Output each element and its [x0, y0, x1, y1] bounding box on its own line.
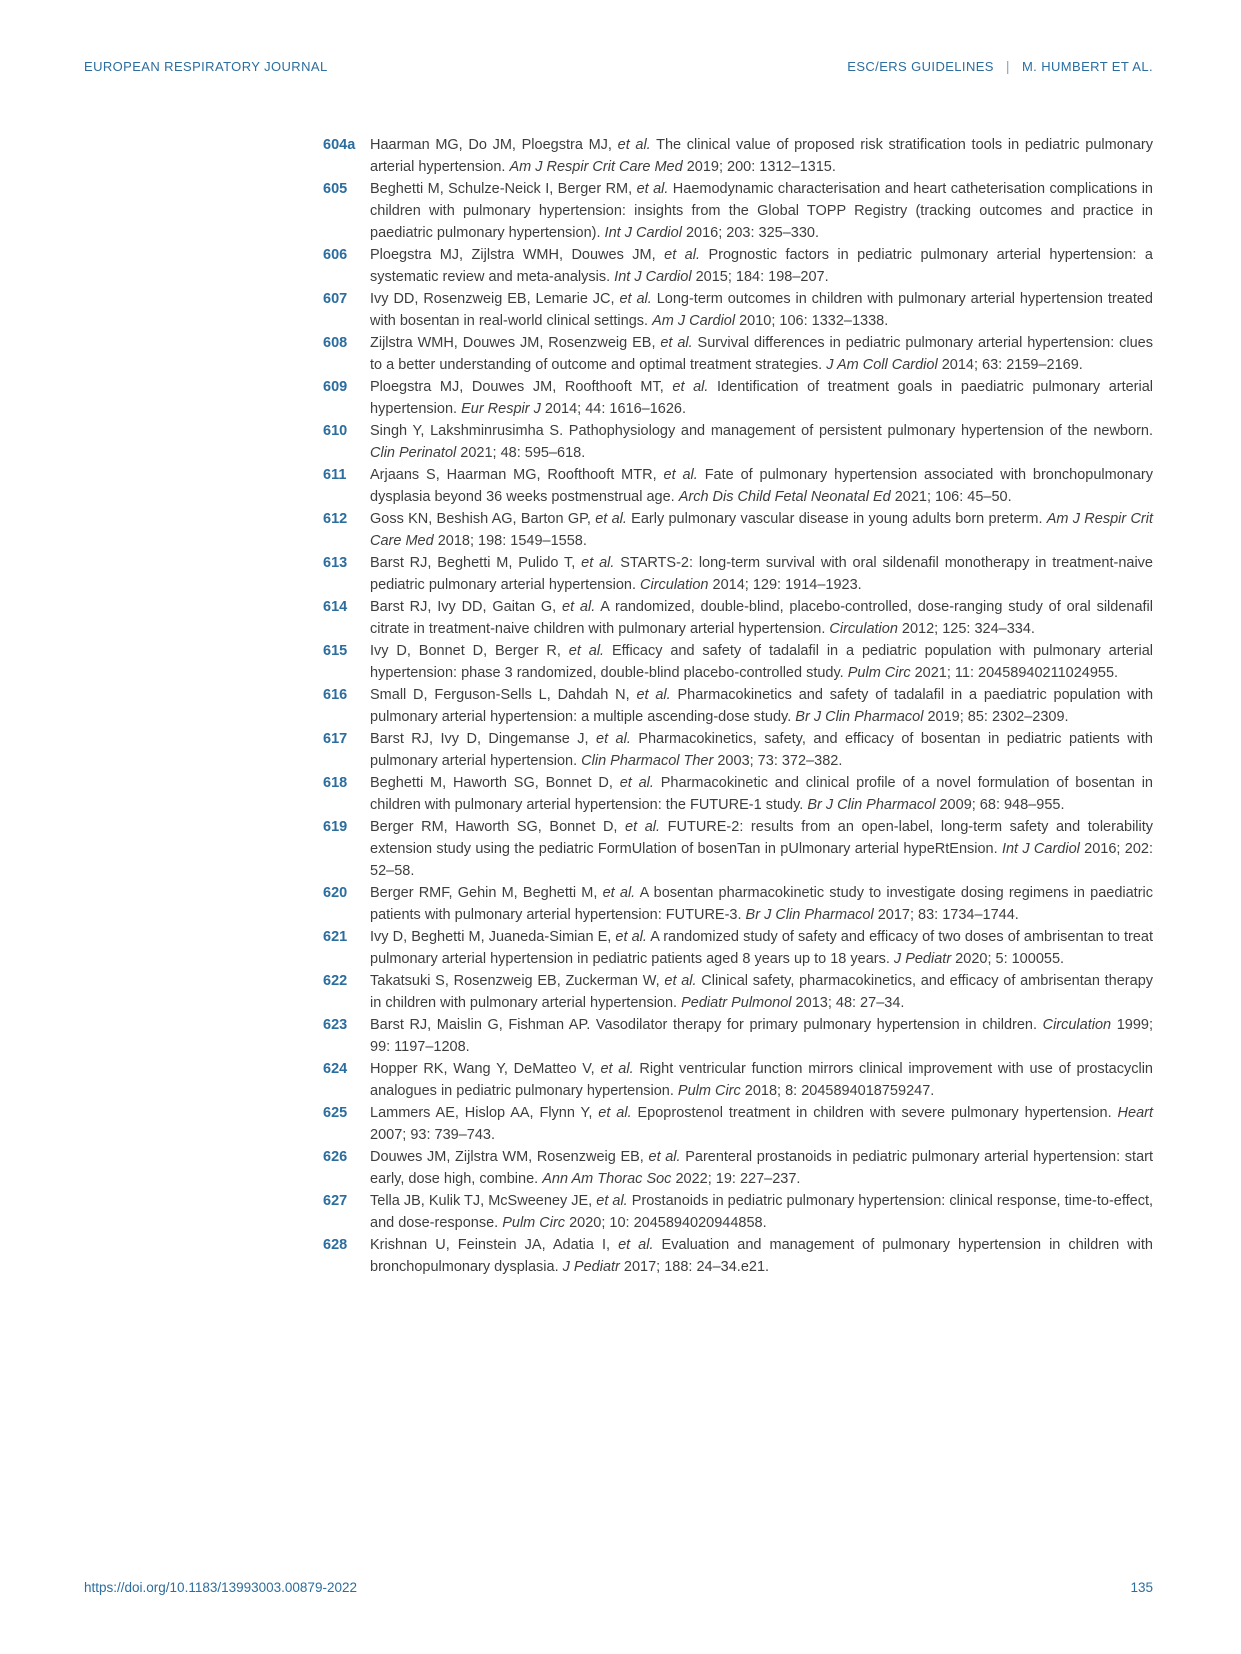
reference-text: Beghetti M, Schulze-Neick I, Berger RM, et al. Haemodynamic characterisation and heart catheterisation complications in children with pulmonary hypertension: insights from the Global TOPP Registry (tracking outcomes and practice in paediatric pulmonary hypertension). Int J Cardiol 2016; 203: 325–330. [370, 181, 1153, 241]
reference-number: 625 [323, 1105, 348, 1121]
reference-number: 607 [323, 291, 348, 307]
running-head-right [847, 58, 1153, 74]
reference-number: 609 [323, 379, 348, 395]
reference-number: 621 [323, 929, 348, 945]
reference-text: Ploegstra MJ, Zijlstra WMH, Douwes JM, et al. Prognostic factors in pediatric pulmonary arterial hypertension: a systematic review and meta-analysis. Int J Cardiol 2015; 184: 198–207. [370, 247, 1153, 285]
reference-item [323, 640, 1153, 684]
reference-text: Berger RMF, Gehin M, Beghetti M, et al. A bosentan pharmacokinetic study to investigate dosing regimens in paediatric patients with pulmonary arterial hypertension: FUTURE-3. Br J Clin Pharmacol 2017; 83: 1734–1744. [370, 885, 1154, 923]
reference-number: 622 [323, 973, 348, 989]
reference-number: 623 [323, 1017, 348, 1033]
reference-item [323, 288, 1153, 332]
reference-item [323, 970, 1153, 1014]
reference-number: 620 [323, 885, 348, 901]
reference-text: Krishnan U, Feinstein JA, Adatia I, et al. Evaluation and management of pulmonary hypertension in children with bronchopulmonary dysplasia. J Pediatr 2017; 188: 24–34.e21. [370, 1237, 1153, 1275]
reference-item [323, 1234, 1153, 1278]
reference-text: Lammers AE, Hislop AA, Flynn Y, et al. Epoprostenol treatment in children with severe pulmonary hypertension. Heart 2007; 93: 739–743. [370, 1105, 1154, 1143]
page-footer [84, 1580, 1153, 1595]
reference-text: Beghetti M, Haworth SG, Bonnet D, et al. Pharmacokinetic and clinical profile of a novel formulation of bosentan in children with pulmonary arterial hypertension: the FUTURE-1 study. Br J Clin Pharmacol 2009; 68: 948–955. [370, 775, 1153, 813]
section-label: ESC/ERS GUIDELINES [847, 59, 994, 74]
reference-item [323, 772, 1153, 816]
reference-number: 613 [323, 555, 348, 571]
reference-number: 624 [323, 1061, 348, 1077]
reference-number: 605 [323, 181, 348, 197]
reference-text: Ploegstra MJ, Douwes JM, Roofthooft MT, et al. Identification of treatment goals in paediatric pulmonary arterial hypertension. Eur Respir J 2014; 44: 1616–1626. [370, 379, 1154, 417]
reference-text: Arjaans S, Haarman MG, Roofthooft MTR, et al. Fate of pulmonary hypertension associated with bronchopulmonary dysplasia beyond 36 weeks postmenstrual age. Arch Dis Child Fetal Neonatal Ed 2021; 106: 45–50. [370, 467, 1154, 505]
page-number: 135 [1130, 1580, 1153, 1595]
reference-text: Zijlstra WMH, Douwes JM, Rosenzweig EB, et al. Survival differences in pediatric pulmonary arterial hypertension: clues to a better understanding of outcome and optimal treatment strategies. J Am Coll Cardiol 2014; 63: 2159–2169. [370, 335, 1153, 373]
reference-list [323, 134, 1153, 1278]
reference-text: Ivy DD, Rosenzweig EB, Lemarie JC, et al. Long-term outcomes in children with pulmonary arterial hypertension treated with bosentan in real-world clinical settings. Am J Cardiol 2010; 106: 1332–1338. [370, 291, 1153, 329]
reference-item [323, 178, 1153, 244]
reference-item [323, 1190, 1153, 1234]
reference-number: 628 [323, 1237, 348, 1253]
reference-item [323, 684, 1153, 728]
reference-item [323, 134, 1153, 178]
reference-item [323, 1146, 1153, 1190]
running-head [84, 58, 1153, 74]
reference-item [323, 728, 1153, 772]
reference-number: 612 [323, 511, 348, 527]
reference-item [323, 332, 1153, 376]
reference-item [323, 376, 1153, 420]
reference-number: 617 [323, 731, 348, 747]
reference-item [323, 596, 1153, 640]
reference-number: 619 [323, 819, 348, 835]
reference-text: Ivy D, Beghetti M, Juaneda-Simian E, et al. A randomized study of safety and efficacy of two doses of ambrisentan to treat pulmonary arterial hypertension in pediatric patients aged 8 years up to 18 years. J Pediatr 2020; 5: 100055. [370, 929, 1154, 967]
reference-item [323, 882, 1153, 926]
reference-text: Small D, Ferguson-Sells L, Dahdah N, et al. Pharmacokinetics and safety of tadalafil in a paediatric population with pulmonary arterial hypertension: a multiple ascending-dose study. Br J Clin Pharmacol 2019; 85: 2302–2309. [370, 687, 1154, 725]
reference-item [323, 508, 1153, 552]
reference-item [323, 244, 1153, 288]
doi-link[interactable]: https://doi.org/10.1183/13993003.00879-2022 [84, 1580, 357, 1595]
journal-name: EUROPEAN RESPIRATORY JOURNAL [84, 59, 328, 74]
reference-number: 615 [323, 643, 348, 659]
reference-number: 608 [323, 335, 348, 351]
reference-text: Hopper RK, Wang Y, DeMatteo V, et al. Right ventricular function mirrors clinical improvement with use of prostacyclin analogues in pediatric pulmonary hypertension. Pulm Circ 2018; 8: 2045894018759247. [370, 1061, 1154, 1099]
reference-text: Singh Y, Lakshminrusimha S. Pathophysiology and management of persistent pulmonary hypertension of the newborn. Clin Perinatol 2021; 48: 595–618. [370, 423, 1153, 461]
reference-number: 618 [323, 775, 348, 791]
reference-item [323, 552, 1153, 596]
reference-item [323, 1102, 1153, 1146]
reference-number: 616 [323, 687, 348, 703]
reference-text: Haarman MG, Do JM, Ploegstra MJ, et al. The clinical value of proposed risk stratification tools in pediatric pulmonary arterial hypertension. Am J Respir Crit Care Med 2019; 200: 1312–1315. [370, 137, 1154, 175]
reference-text: Takatsuki S, Rosenzweig EB, Zuckerman W, et al. Clinical safety, pharmacokinetics, and efficacy of ambrisentan therapy in children with pulmonary arterial hypertension. Pediatr Pulmonol 2013; 48: 27–34. [370, 973, 1154, 1011]
reference-text: Barst RJ, Beghetti M, Pulido T, et al. STARTS-2: long-term survival with oral sildenafil monotherapy in treatment-naive pediatric pulmonary arterial hypertension. Circulation 2014; 129: 1914–1923. [370, 555, 1153, 593]
reference-text: Berger RM, Haworth SG, Bonnet D, et al. FUTURE-2: results from an open-label, long-term safety and tolerability extension study using the pediatric FormUlation of bosenTan in pUlmonary arterial hypeRtEnsion. Int J Cardiol 2016; 202: 52–58. [370, 819, 1154, 879]
reference-item [323, 1014, 1153, 1058]
reference-item [323, 926, 1153, 970]
reference-number: 604a [323, 137, 356, 153]
reference-text: Barst RJ, Ivy D, Dingemanse J, et al. Pharmacokinetics, safety, and efficacy of bosentan in pediatric patients with pulmonary arterial hypertension. Clin Pharmacol Ther 2003; 73: 372–382. [370, 731, 1153, 769]
reference-item [323, 420, 1153, 464]
reference-item [323, 464, 1153, 508]
reference-number: 626 [323, 1149, 348, 1165]
reference-text: Ivy D, Bonnet D, Berger R, et al. Efficacy and safety of tadalafil in a pediatric population with pulmonary arterial hypertension: phase 3 randomized, double-blind placebo-controlled study. Pulm Circ 2021; 11: 20458940211024955. [370, 643, 1153, 681]
reference-text: Douwes JM, Zijlstra WM, Rosenzweig EB, et al. Parenteral prostanoids in pediatric pulmonary arterial hypertension: start early, dose high, combine. Ann Am Thorac Soc 2022; 19: 227–237. [370, 1149, 1153, 1187]
authors-label: M. HUMBERT ET AL. [1021, 59, 1153, 74]
reference-text: Goss KN, Beshish AG, Barton GP, et al. Early pulmonary vascular disease in young adults born preterm. Am J Respir Crit Care Med 2018; 198: 1549–1558. [370, 511, 1154, 549]
reference-text: Barst RJ, Ivy DD, Gaitan G, et al. A randomized, double-blind, placebo-controlled, dose-ranging study of oral sildenafil citrate in treatment-naive children with pulmonary arterial hypertension. Circulation 2012; 125: 324–334. [370, 599, 1154, 637]
reference-item [323, 816, 1153, 882]
reference-number: 610 [323, 423, 348, 439]
reference-number: 627 [323, 1193, 348, 1209]
reference-number: 606 [323, 247, 348, 263]
reference-number: 611 [323, 467, 347, 483]
reference-text: Barst RJ, Maislin G, Fishman AP. Vasodilator therapy for primary pulmonary hypertension in children. Circulation 1999; 99: 1197–1208. [370, 1017, 1153, 1055]
reference-text: Tella JB, Kulik TJ, McSweeney JE, et al. Prostanoids in pediatric pulmonary hypertension: clinical response, time-to-effect, and dose-response. Pulm Circ 2020; 10: 2045894020944858. [370, 1193, 1154, 1231]
header-separator: | [1005, 58, 1010, 74]
reference-item [323, 1058, 1153, 1102]
reference-number: 614 [323, 599, 348, 615]
